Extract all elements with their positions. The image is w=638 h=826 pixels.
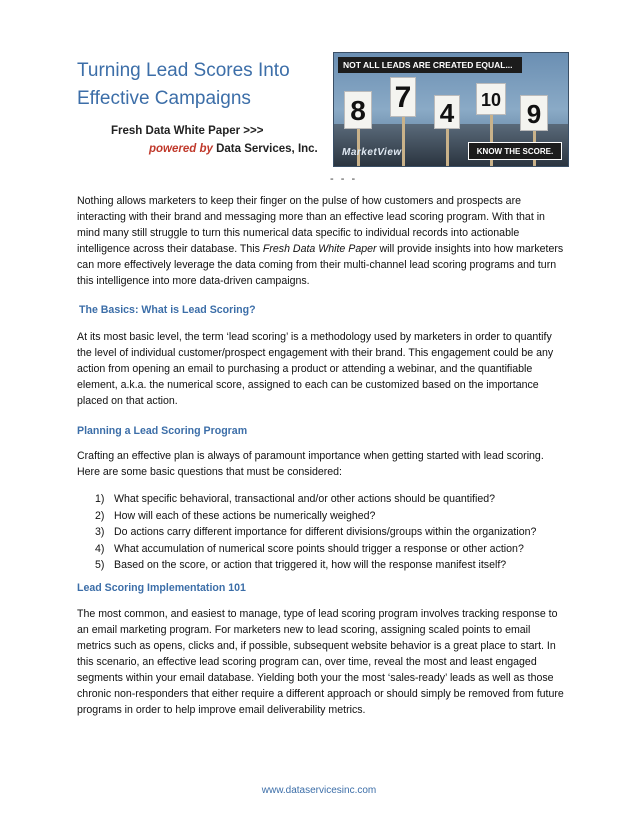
powered-by-line [149, 143, 318, 155]
list-text: What specific behavioral, transactional and/or other actions should be quantified? [114, 493, 496, 505]
document-title: Turning Lead Scores Into Effective Campaigns [77, 60, 290, 109]
list-text: Do actions carry different importance for different divisions/groups within the organization? [114, 526, 537, 538]
brand-logo: MarketView [342, 147, 402, 158]
footer-url[interactable]: www.dataservicesinc.com [261, 785, 377, 796]
score-card: 4 [434, 95, 460, 129]
powered-by-text: powered by [149, 143, 213, 155]
hero-image [333, 52, 569, 167]
section-separator: - - - [330, 173, 358, 185]
intro-text-part2: will provide insights into how marketers can more effectively leverage the data coming from their multi-channel lead scoring programs and turn this intelligence into more data-driven campaigns. [77, 243, 564, 287]
intro-paragraph [77, 193, 567, 289]
planning-paragraph: Crafting an effective plan is always of paramount importance when getting started with lead scoring. Here are some basic questions that must be considered: [77, 450, 544, 478]
list-item [95, 508, 565, 525]
list-item [95, 557, 565, 574]
card-stick [446, 126, 449, 166]
company-name: Data Services, Inc. [216, 143, 318, 155]
list-item [95, 524, 565, 541]
list-number: 2) [95, 509, 105, 522]
intro-italic-title: Fresh Data White Paper [262, 243, 377, 255]
score-card: 9 [520, 95, 548, 131]
white-paper-label: Fresh Data White Paper >>> [111, 125, 264, 137]
planning-heading: Planning a Lead Scoring Program [77, 425, 248, 437]
intro-text-part1: Nothing allows marketers to keep their finger on the pulse of how customers and prospects are interacting with their brand and messaging more than an effective lead scoring program. With that in mind many still struggle to turn this numerical data specific to individual records into actionable intelligence across their database. This [77, 195, 545, 255]
list-number: 5) [95, 559, 105, 571]
list-number: 3) [95, 526, 105, 538]
list-text: How will each of these actions be numerically weighed? [114, 509, 376, 522]
questions-list [95, 491, 565, 574]
list-text: Based on the score, or action that triggered it, how will the response manifest itself? [114, 559, 507, 571]
score-card: 10 [476, 83, 506, 115]
basics-heading: The Basics: What is Lead Scoring? [79, 304, 256, 316]
implementation-paragraph: The most common, and easiest to manage, type of lead scoring program involves tracking response to an email marketing program. For marketers new to lead scoring, assigning scaled points to email metrics such as opens, clicks and, if possible, subsequent website behavior is a great place to start. In this scenario, an effective lead scoring program can, over time, reveal the most and least engaged segments within your email database. Yielding both your the most ‘sales-ready’ leads as well as those chronic non-responders that either require a different approach or should simply be removed from future programs in order to help improve email deliverability metrics. [77, 608, 564, 716]
list-item [95, 541, 565, 558]
list-item [95, 491, 565, 508]
list-number: 1) [95, 493, 105, 505]
implementation-heading: Lead Scoring Implementation 101 [77, 582, 246, 594]
hero-banner: NOT ALL LEADS ARE CREATED EQUAL... [338, 57, 522, 73]
score-card: 8 [344, 91, 372, 129]
tagline-badge: KNOW THE SCORE. [468, 142, 562, 160]
list-text: What accumulation of numerical score points should trigger a response or other action? [114, 542, 524, 555]
score-card: 7 [390, 77, 416, 117]
list-number: 4) [95, 542, 105, 555]
basics-paragraph: At its most basic level, the term ‘lead scoring’ is a methodology used by marketers in order to quantify the level of individual customer/prospect engagement with their brand. This engagement could be any action from opening an email to purchasing a product or attending a webinar, and the quantifiable element, a.k.a. the numerical score, assigned to each can be customized based on the importance placed on that action. [77, 331, 554, 407]
